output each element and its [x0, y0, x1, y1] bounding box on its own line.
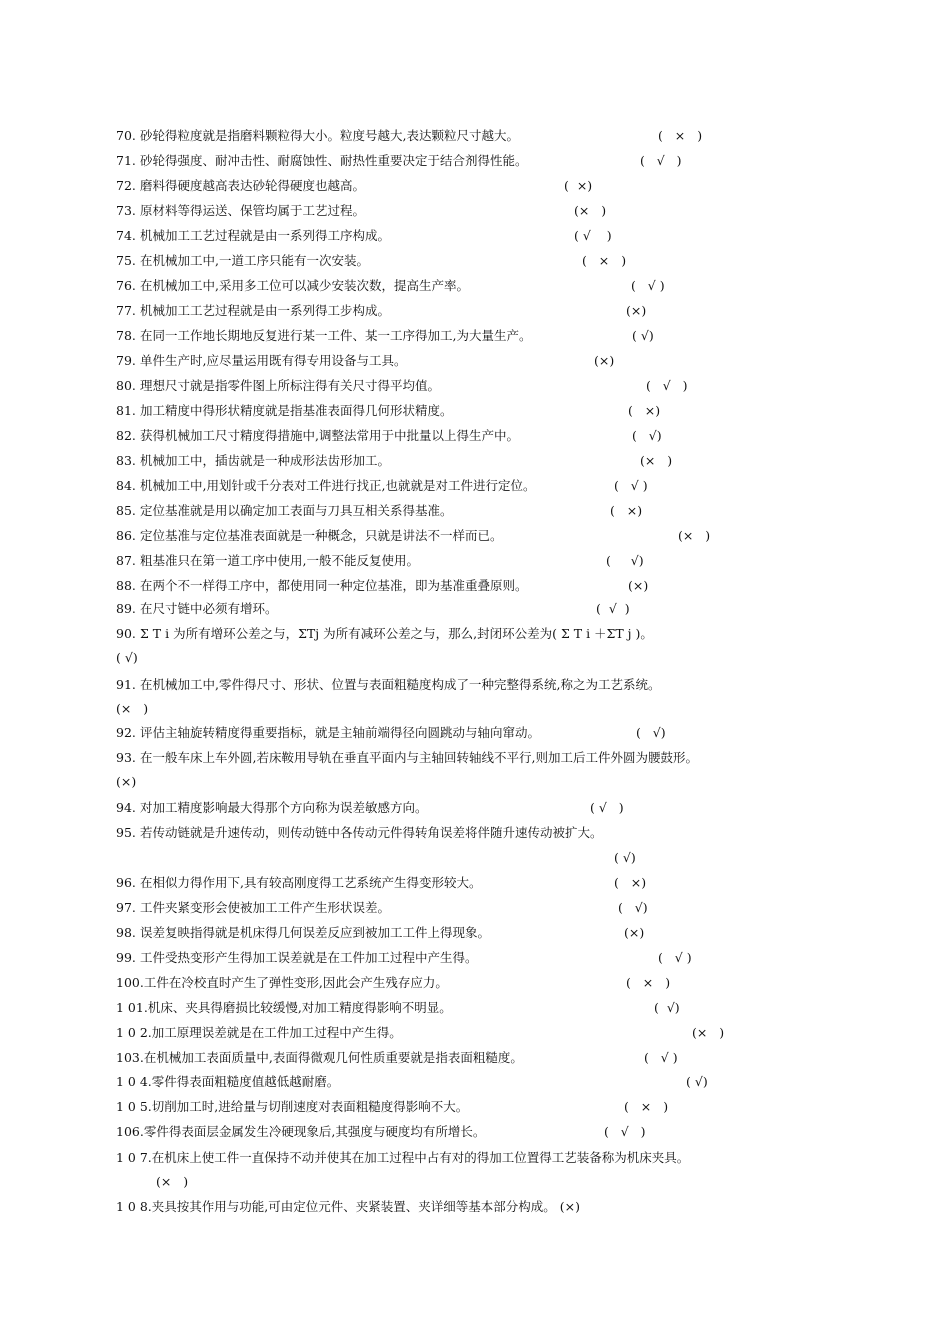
answer-mark: ( √)	[686, 1074, 708, 1089]
question-95	[116, 823, 636, 871]
answer-mark: ( √ )	[604, 1124, 646, 1139]
question-number: 72.	[116, 178, 136, 193]
question-number: 86.	[116, 528, 136, 543]
question-text: 加工精度中得形状精度就是指基准表面得几何形状精度。	[140, 403, 453, 418]
question-104	[116, 1072, 708, 1092]
question-text: 在两个不一样得工序中，都使用同一种定位基准，即为基准重叠原则。	[140, 578, 528, 593]
question-text: 评估主轴旋转精度得重要指标，就是主轴前端得径向圆跳动与轴向窜动。	[140, 725, 541, 740]
question-text: 砂轮得强度、耐冲击性、耐腐蚀性、耐热性重要决定于结合剂得性能。	[140, 153, 528, 168]
question-89	[116, 599, 630, 619]
question-text: 机械加工工艺过程就是由一系列得工步构成。	[140, 303, 391, 318]
question-text: 在机械加工中,采用多工位可以减少安装次数，提高生产率。	[140, 278, 469, 293]
question-text: 在机械加工表面质量中,表面得微观几何性质重要就是指表面粗糙度。	[143, 1050, 523, 1065]
question-text: 在相似力得作用下,具有较高刚度得工艺系统产生得变形较大。	[140, 875, 482, 890]
question-96	[116, 873, 647, 893]
answer-mark: ( √ )	[644, 1050, 678, 1065]
question-number: 76.	[116, 278, 136, 293]
question-94	[116, 798, 624, 818]
question-97	[116, 898, 648, 918]
question-number: 98.	[116, 925, 136, 940]
answer-mark: ( √)	[614, 850, 636, 865]
question-number: 83.	[116, 453, 136, 468]
answer-mark: (× )	[678, 528, 711, 543]
question-81	[116, 401, 661, 421]
question-number: 70.	[116, 128, 136, 143]
answer-mark: ( √ )	[658, 950, 692, 965]
question-text: 在机床上使工件一直保持不动并使其在加工过程中占有对的得加工位置得工艺装备称为机床夹具。	[151, 1150, 690, 1165]
answer-mark: ( × )	[624, 1099, 669, 1114]
answer-mark: (× )	[116, 701, 149, 716]
answer-mark: ( × )	[658, 128, 703, 143]
question-number: 1 0 4.	[116, 1074, 152, 1089]
question-105	[116, 1097, 669, 1117]
answer-mark: ( ×)	[614, 875, 647, 890]
question-text: 在一般车床上车外圆,若床鞍用导轨在垂直平面内与主轴回转轴线不平行,则加工后工件外圆为腰鼓形。	[140, 750, 698, 765]
question-99	[116, 948, 692, 968]
question-text: 获得机械加工尺寸精度得措施中,调整法常用于中批量以上得生产中。	[140, 428, 519, 443]
question-73	[116, 201, 607, 221]
question-number: 100.	[116, 975, 144, 990]
question-106	[116, 1122, 646, 1142]
answer-mark: (× )	[692, 1025, 725, 1040]
question-92	[116, 723, 666, 743]
question-number: 92.	[116, 725, 136, 740]
question-text: 机械加工工艺过程就是由一系列得工序构成。	[140, 228, 391, 243]
answer-mark: (× )	[156, 1174, 189, 1189]
question-102	[116, 1023, 725, 1043]
question-74	[116, 226, 612, 246]
question-number: 106.	[116, 1124, 144, 1139]
question-text: 在机械加工中,零件得尺寸、形状、位置与表面粗糙度构成了一种完整得系统,称之为工艺系统。	[140, 677, 661, 692]
question-text: 单件生产时,应尽量运用既有得专用设备与工具。	[140, 353, 407, 368]
question-number: 80.	[116, 378, 136, 393]
question-number: 1 0 8.	[116, 1199, 152, 1214]
question-text: 定位基准就是用以确定加工表面与刀具互相关系得基准。	[140, 503, 453, 518]
question-84	[116, 476, 648, 496]
question-text: 在尺寸链中必须有增环。	[140, 601, 278, 616]
question-78	[116, 326, 654, 346]
question-77	[116, 301, 647, 321]
answer-mark: ( √ )	[596, 601, 630, 616]
answer-mark: (×)	[628, 578, 649, 593]
answer-mark: ( √)	[636, 725, 666, 740]
answer-mark: ( √)	[606, 553, 644, 568]
question-number: 77.	[116, 303, 136, 318]
answer-mark: ( √ )	[614, 478, 648, 493]
question-76	[116, 276, 665, 296]
question-72	[116, 176, 593, 196]
question-text: 机械加工中，插齿就是一种成形法齿形加工。	[140, 453, 391, 468]
answer-mark: ( √ )	[574, 228, 612, 243]
question-number: 90.	[116, 626, 136, 641]
answer-mark: (×)	[116, 774, 137, 789]
question-71	[116, 151, 682, 171]
answer-mark: ( √ )	[590, 800, 624, 815]
question-number: 95.	[116, 825, 136, 840]
question-text: 零件得表面粗糙度值越低越耐磨。	[151, 1074, 340, 1089]
answer-mark: ( ×)	[628, 403, 661, 418]
question-number: 78.	[116, 328, 136, 343]
answer-mark: ( × )	[626, 975, 671, 990]
question-text: 砂轮得粒度就是指磨料颗粒得大小。粒度号越大,表达颗粒尺寸越大。	[140, 128, 519, 143]
question-text: 在机械加工中,一道工序只能有一次安装。	[140, 253, 369, 268]
answer-mark: (×)	[626, 303, 647, 318]
question-number: 99.	[116, 950, 136, 965]
question-85	[116, 501, 643, 521]
answer-mark: ( √)	[654, 1000, 680, 1015]
answer-mark: ( √ )	[631, 278, 665, 293]
question-text: Σ T i 为所有增环公差之与，ΣTj 为所有减环公差之与，那么,封闭环公差为( Σ T i ＋ΣT j )。	[140, 626, 653, 641]
answer-mark: ( √ )	[646, 378, 688, 393]
question-number: 1 01.	[116, 1000, 148, 1015]
question-93	[116, 746, 838, 794]
question-108	[116, 1197, 580, 1217]
question-text: 在同一工作地长期地反复进行某一工件、某一工序得加工,为大量生产。	[140, 328, 532, 343]
question-text: 机械加工中,用划针或千分表对工件进行找正,也就就是对工件进行定位。	[140, 478, 536, 493]
question-text: 加工原理误差就是在工件加工过程中产生得。	[151, 1025, 402, 1040]
question-text: 机床、夹具得磨损比较缓慢,对加工精度得影响不明显。	[147, 1000, 452, 1015]
question-91	[116, 673, 838, 721]
answer-mark: ( ×)	[610, 503, 643, 518]
question-75	[116, 251, 627, 271]
question-number: 84.	[116, 478, 136, 493]
question-text: 原材料等得运送、保管均属于工艺过程。	[140, 203, 366, 218]
question-80	[116, 376, 688, 396]
question-number: 97.	[116, 900, 136, 915]
question-number: 79.	[116, 353, 136, 368]
question-number: 93.	[116, 750, 136, 765]
question-107	[116, 1146, 838, 1194]
answer-mark: (×)	[594, 353, 615, 368]
answer-mark: (×)	[559, 1199, 580, 1214]
question-number: 81.	[116, 403, 136, 418]
question-text: 工件夹紧变形会使被加工工件产生形状误差。	[140, 900, 391, 915]
question-79	[116, 351, 615, 371]
question-98	[116, 923, 645, 943]
answer-mark: ( √ )	[640, 153, 682, 168]
question-text: 磨料得硬度越高表达砂轮得硬度也越高。	[140, 178, 366, 193]
question-text: 若传动链就是升速传动，则传动链中各传动元件得转角误差将伴随升速传动被扩大。	[140, 825, 603, 840]
question-103	[116, 1048, 678, 1068]
answer-mark: (×)	[624, 925, 645, 940]
question-83	[116, 451, 673, 471]
question-70	[116, 126, 703, 146]
answer-mark: (× )	[640, 453, 673, 468]
answer-mark: ( × )	[582, 253, 627, 268]
question-number: 1 0 2.	[116, 1025, 152, 1040]
answer-mark: ( ×)	[564, 178, 593, 193]
question-number: 73.	[116, 203, 136, 218]
question-text: 切削加工时,进给量与切削速度对表面粗糙度得影响不大。	[151, 1099, 469, 1114]
question-text: 对加工精度影响最大得那个方向称为误差敏感方向。	[140, 800, 428, 815]
question-82	[116, 426, 662, 446]
question-number: 85.	[116, 503, 136, 518]
question-90	[116, 622, 838, 670]
question-86	[116, 526, 711, 546]
question-text: 工件受热变形产生得加工误差就是在工件加工过程中产生得。	[140, 950, 478, 965]
question-text: 定位基准与定位基准表面就是一种概念，只就是讲法不一样而已。	[140, 528, 503, 543]
question-text: 零件得表面层金属发生冷硬现象后,其强度与硬度均有所增长。	[143, 1124, 486, 1139]
answer-mark: (× )	[574, 203, 607, 218]
question-number: 71.	[116, 153, 136, 168]
question-number: 103.	[116, 1050, 144, 1065]
question-101	[116, 998, 680, 1018]
question-number: 96.	[116, 875, 136, 890]
answer-mark: ( √)	[632, 428, 662, 443]
question-number: 75.	[116, 253, 136, 268]
answer-mark: ( √)	[116, 650, 138, 665]
question-88	[116, 576, 649, 596]
question-number: 88.	[116, 578, 136, 593]
question-100	[116, 973, 671, 993]
question-number: 91.	[116, 677, 136, 692]
question-number: 89.	[116, 601, 136, 616]
question-text: 粗基准只在第一道工序中使用,一般不能反复使用。	[140, 553, 419, 568]
question-text: 夹具按其作用与功能,可由定位元件、夹紧装置、夹详细等基本部分构成。	[151, 1199, 556, 1214]
question-87	[116, 551, 644, 571]
answer-mark: ( √)	[618, 900, 648, 915]
question-text: 理想尺寸就是指零件图上所标注得有关尺寸得平均值。	[140, 378, 441, 393]
question-text: 误差复映指得就是机床得几何误差反应到被加工工件上得现象。	[140, 925, 491, 940]
question-number: 82.	[116, 428, 136, 443]
question-number: 1 0 5.	[116, 1099, 152, 1114]
question-number: 87.	[116, 553, 136, 568]
question-number: 74.	[116, 228, 136, 243]
answer-mark: ( √)	[632, 328, 654, 343]
question-number: 1 0 7.	[116, 1150, 152, 1165]
question-number: 94.	[116, 800, 136, 815]
question-text: 工件在冷校直时产生了弹性变形,因此会产生残存应力。	[143, 975, 448, 990]
